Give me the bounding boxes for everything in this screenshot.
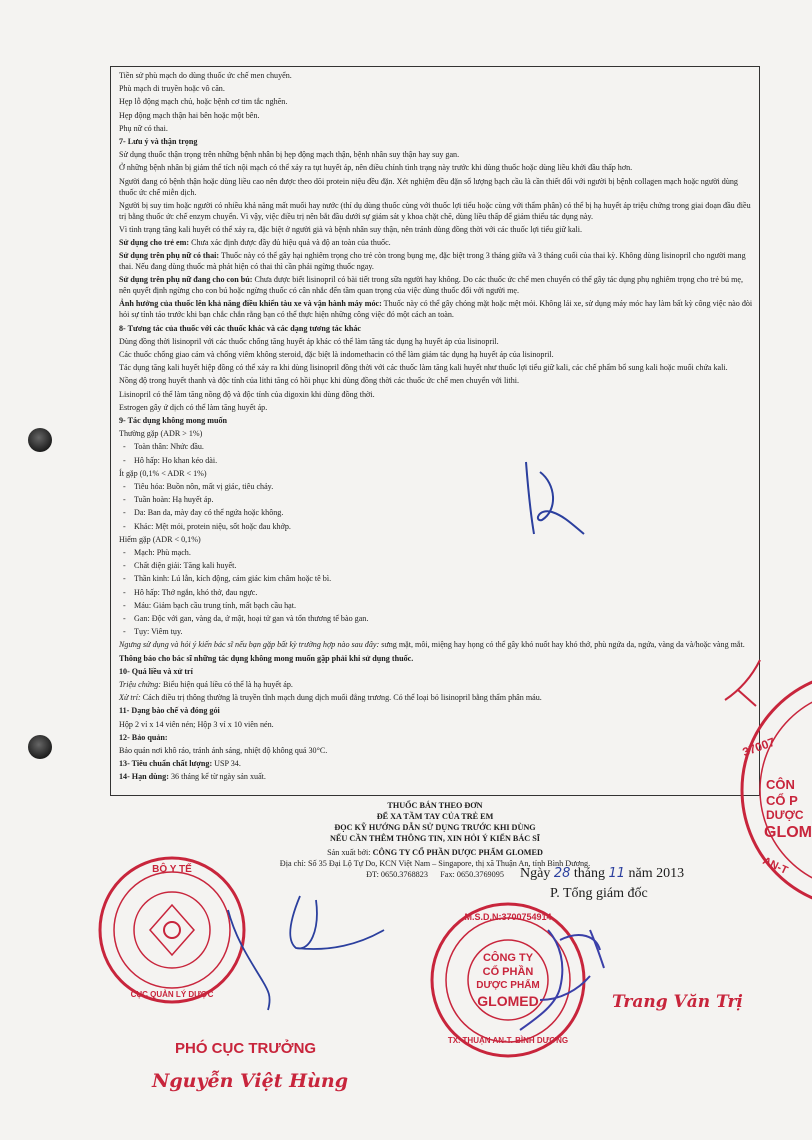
list-item [119,588,753,599]
line-text: Nồng độ trong huyết thanh và độc tính của lithi tăng có hồi phục khi dùng đồng thời các thuốc ức chế men chuyển với lithi. [119,376,520,386]
line-text: Người đang có bệnh thận hoặc dùng liều cao nên được theo dõi protein niệu đều đặn. Xét nghiệm đều đặn số lượng bạch cầu là cần thiết đối với người bị bệnh collagen mạch hoặc người dùng thuốc ức chế miễn dịch. [119,176,738,197]
line-text: Chất điện giải: Tăng kali huyết. [134,561,237,571]
text-line [119,251,753,273]
warning-line: NẾU CẦN THÊM THÔNG TIN, XIN HỎI Ý KIẾN BÁC SĨ [330,834,540,843]
inline-heading: 13- Tiêu chuẩn chất lượng: [119,759,213,769]
company-stamp-ring-bottom: TX. THUẬN AN-T. BÌNH DƯƠNG [447,1036,569,1045]
text-line [119,363,753,374]
line-text: Bảo quản nơi khô ráo, tránh ánh sáng, nhiệt độ không quá 30°C. [119,746,328,756]
line-text: Thuốc này có thể gây hại nghiêm trọng cho trẻ còn trong bụng mẹ, đặc biệt trong 3 tháng giữa và 3 tháng cuối của thai kỳ. Không dùng lisinopril cho người mang thai. Nếu đang dùng thuốc mà phát hiện có thai thì cần phải ngừng thuốc ngay. [119,251,746,272]
edge-stamp-text: AN-T [760,855,790,877]
text-line [119,772,753,783]
official-name: Nguyễn Việt Hùng [152,1070,348,1092]
line-text: Hô hấp: Thở ngắn, khó thở, đau ngực. [134,587,258,597]
line-text: 10- Quá liều và xử trí [119,666,193,676]
manufacturer-label: Sản xuất bởi: [327,848,371,857]
line-text: Estrogen gây ứ dịch có thể làm tăng huyết áp. [119,402,268,412]
punch-hole [28,428,52,452]
section-heading [119,733,753,744]
line-text: Thường gặp (ADR > 1%) [119,429,203,439]
line-text: Tác dụng tăng kali huyết hiệp đồng có thể xảy ra khi dùng lisinopril đồng thời với các thuốc làm tăng kali huyết như thuốc lợi tiểu giữ kali, các chế phẩm bổ sung kali hoặc muối chứa kali. [119,363,728,373]
list-item [119,522,753,533]
list-item [119,495,753,506]
line-text: Gan: Độc với gan, vàng da, ứ mật, hoại tử gan và tổn thương tế bào gan. [134,614,369,624]
year-label: năm 2013 [628,866,685,881]
edge-stamp-text: DƯỢC [766,808,804,822]
company-stamp-line: DƯỢC PHẨM [476,980,540,991]
company-stamp-line: GLOMED [477,993,539,1009]
text-line [119,390,753,401]
edge-stamp-text: CÔN [766,777,795,792]
section-heading [119,706,753,717]
edge-stamp-text: 37007 [740,734,777,760]
line-text: USP 34. [212,759,241,769]
text-line [119,640,753,651]
line-text: Tuần hoàn: Hạ huyết áp. [134,495,214,505]
text-line [119,535,753,546]
signer-name: Trang Văn Trị [612,992,743,1012]
line-text: Các thuốc chống giao cảm và chống viêm không steroid, đặc biệt là indomethacin có thể làm giảm tác dụng hạ huyết áp của lisinopril. [119,349,554,359]
text-line [119,680,753,691]
text-line [119,111,753,122]
official-title: PHÓ CỤC TRƯỞNG [175,1040,317,1057]
line-text: Toàn thân: Nhức đầu. [134,442,204,452]
warning-line: ĐỂ XA TẦM TAY CỦA TRẺ EM [376,812,494,821]
date-prefix: Ngày [520,866,551,881]
line-text: Vì tình trạng tăng kali huyết có thể xảy ra, đặc biệt ở người già và bệnh nhân suy thận, nên tránh dùng đồng thời với các thuốc lợi tiểu giữ kali. [119,224,583,234]
text-line [119,97,753,108]
text-line [119,376,753,387]
text-line [119,693,753,704]
line-text: 11- Dạng bào chế và đóng gói [119,706,220,716]
line-text: Hẹp lỗ động mạch chủ, hoặc bệnh cơ tim tắc nghẽn. [119,97,288,107]
inline-heading: Triệu chứng: [119,680,161,690]
inline-heading: Sử dụng cho trẻ em: [119,238,190,248]
line-text: 36 tháng kể từ ngày sản xuất. [168,772,266,782]
line-text: 8- Tương tác của thuốc với các thuốc khác và các dạng tương tác khác [119,323,361,333]
list-item [119,614,753,625]
inline-heading: Ảnh hưởng của thuốc lên khả năng điều khiển tàu xe và vận hành máy móc: [119,299,382,309]
list-item [119,482,753,493]
list-item [119,601,753,612]
inline-heading: Sử dụng trên phụ nữ có thai: [119,251,220,261]
text-line [119,299,753,321]
list-item [119,508,753,519]
line-text: Phù mạch di truyền hoặc vô căn. [119,84,225,94]
list-item [119,442,753,453]
line-text: Phụ nữ có thai. [119,123,168,133]
line-text: 12- Bảo quản: [119,732,168,742]
warning-line: ĐỌC KỸ HƯỚNG DẪN SỬ DỤNG TRƯỚC KHI DÙNG [334,823,536,832]
section-heading [119,137,753,148]
date-month: 11 [608,866,626,881]
text-line [119,225,753,236]
line-text: 7- Lưu ý và thận trọng [119,137,198,147]
section-heading [119,416,753,427]
month-label: tháng [573,866,605,881]
inline-heading: Xử trí: [119,693,141,703]
manufacturer-line [110,847,760,858]
text-line [119,163,753,174]
list-item [119,561,753,572]
line-text: Mạch: Phù mạch. [134,548,191,558]
company-stamp-line: CỔ PHẦN [482,966,534,978]
text-line [119,759,753,770]
text-line [119,177,753,199]
inline-heading: Ngưng sử dụng và hỏi ý kiến bác sĩ nếu bạn gặp bất kỳ trường hợp nào sau đây: [119,640,380,650]
signature-mark [228,896,384,1010]
line-text: Thuốc này có thể gây chóng mặt hoặc mệt mỏi. Không lái xe, sử dụng máy móc hay làm bất kỳ công việc nào đòi hỏi sự tỉnh táo trước khi bạn chắc chắn rằng bạn có thể thực hiện những công việc đó một cách an toàn. [119,299,753,320]
list-item [119,627,753,638]
text-line [119,275,753,297]
line-text: Hẹp động mạch thận hai bên hoặc một bên. [119,110,260,120]
text-line [119,238,753,249]
text-line [119,403,753,414]
edge-stamp-text: CỔ P [766,793,798,808]
line-text: Hộp 2 vỉ x 14 viên nén; Hộp 3 vỉ x 10 viên nén. [119,719,274,729]
text-line [119,150,753,161]
section-heading [119,667,753,678]
leaflet-text-box [110,66,760,796]
list-item [119,574,753,585]
line-text: Chưa được biết lisinopril có bài tiết trong sữa người hay không. Do các thuốc ức chế men chuyển có thể gây tác dụng phụ nghiêm trọng cho trẻ bú mẹ, nên quyết định ngừng cho con bú hoặc ngừng thuốc có cân nhắc đến tầm quan trọng của việc dùng thuốc đối với người mẹ. [119,275,744,296]
line-text: Tụy: Viêm tụy. [134,627,183,637]
ministry-seal-bottom: CỤC QUẢN LÝ DƯỢC [130,990,214,999]
manufacturer-address: Địa chỉ: Số 35 Đại Lộ Tự Do, KCN Việt Nam – Singapore, thị xã Thuận An, tỉnh Bình Dương. [279,859,591,868]
line-text: Dùng đồng thời lisinopril với các thuốc chống tăng huyết áp khác có thể làm tăng tác dụng hạ huyết áp của lisinopril. [119,336,499,346]
text-line [119,124,753,135]
warning-line: THUỐC BÁN THEO ĐƠN [387,801,483,810]
line-text: Tiền sử phù mạch do dùng thuốc ức chế men chuyển. [119,71,292,80]
signature-mark [590,930,604,968]
text-line [119,350,753,361]
section-heading [119,324,753,335]
company-stamp-ring-top: M.S.D.N:3700754914 [464,912,552,922]
line-text: Thông báo cho bác sĩ những tác dụng không mong muốn gặp phải khi sử dụng thuốc. [119,653,414,663]
fax: Fax: 0650.3769095 [440,870,504,879]
line-text: Da: Ban da, mày đay có thể ngứa hoặc không. [134,508,284,518]
line-text: 9- Tác dụng không mong muốn [119,416,228,425]
date-line [520,866,684,882]
company-stamp-line: CÔNG TY [482,952,534,964]
text-line [119,429,753,440]
text-line [119,746,753,757]
text-line [119,469,753,480]
text-line [119,337,753,348]
line-text: Ở những bệnh nhân bị giảm thể tích nội mạch có thể xảy ra tụt huyết áp, nên điều chỉnh tình trạng này trước khi dùng thuốc hoặc dùng liều khởi đầu thấp hơn. [119,163,633,173]
phone: ĐT: 0650.3768823 [366,870,428,879]
inline-heading: Sử dụng trên phụ nữ đang cho con bú: [119,275,253,285]
line-text: Ít gặp (0,1% < ADR < 1%) [119,468,207,478]
list-item [119,548,753,559]
line-text: Chưa xác định được đầy đủ hiệu quả và độ an toàn của thuốc. [189,238,391,248]
line-text: Hô hấp: Ho khan kéo dài. [134,455,218,465]
line-text: Sử dụng thuốc thận trọng trên những bệnh nhân bị hẹp động mạch thận, bệnh nhân suy thận hay suy gan. [119,150,460,160]
text-line [119,720,753,731]
section-heading [119,654,753,665]
line-text: Tiêu hóa: Buồn nôn, mất vị giác, tiêu chảy. [134,482,274,492]
line-text: sưng mặt, môi, miệng hay họng có thể gây khó nuốt hay khó thở, phù ngứa da, ngứa, vàng da và/hoặc vàng mắt. [379,640,745,650]
line-text: Lisinopril có thể làm tăng nồng độ và độc tính của digoxin khi dùng đồng thời. [119,389,375,399]
line-text: Thần kinh: Lú lẫn, kích động, cảm giác kim châm hoặc tê bì. [134,574,332,584]
line-text: Máu: Giảm bạch cầu trung tính, mất bạch cầu hạt. [134,600,297,610]
ministry-seal-top: BỘ Y TẾ [152,864,192,875]
line-text: Hiếm gặp (ADR < 0,1%) [119,534,201,544]
line-text: Khác: Mệt mỏi, protein niệu, sốt hoặc đau khớp. [134,521,291,531]
list-item [119,456,753,467]
signer-title: P. Tổng giám đốc [550,886,648,901]
text-line [119,201,753,223]
text-line [119,71,753,82]
punch-hole [28,735,52,759]
text-line [119,84,753,95]
date-day: 28 [553,866,571,881]
manufacturer-name: CÔNG TY CỔ PHẦN DƯỢC PHẨM GLOMED [372,848,543,857]
line-text: Cách điều trị thông thường là truyền tĩnh mạch dung dịch muối đẳng trương. Có thể loại bỏ lisinopril bằng thẩm phân máu. [140,693,542,703]
edge-stamp-text: GLOM [764,824,812,841]
inline-heading: 14- Hạn dùng: [119,772,169,782]
line-text: Biểu hiện quá liều có thể là hạ huyết áp. [160,680,293,690]
line-text: Người bị suy tim hoặc người có nhiều khả năng mất muối hay nước (thí dụ dùng thuốc cùng với thuốc lợi tiểu hoặc cùng với thẩm phân) có thể bị hạ huyết áp triệu chứng trong giai đoạn đầu điều trị bằng thuốc ức chế enzym chuyển. Vì vậy, việc điều trị nên bắt đầu dưới sự giám sát y khoa chặt chẽ, dùng liều thấp để giảm thiểu tác dụng này. [119,200,751,221]
